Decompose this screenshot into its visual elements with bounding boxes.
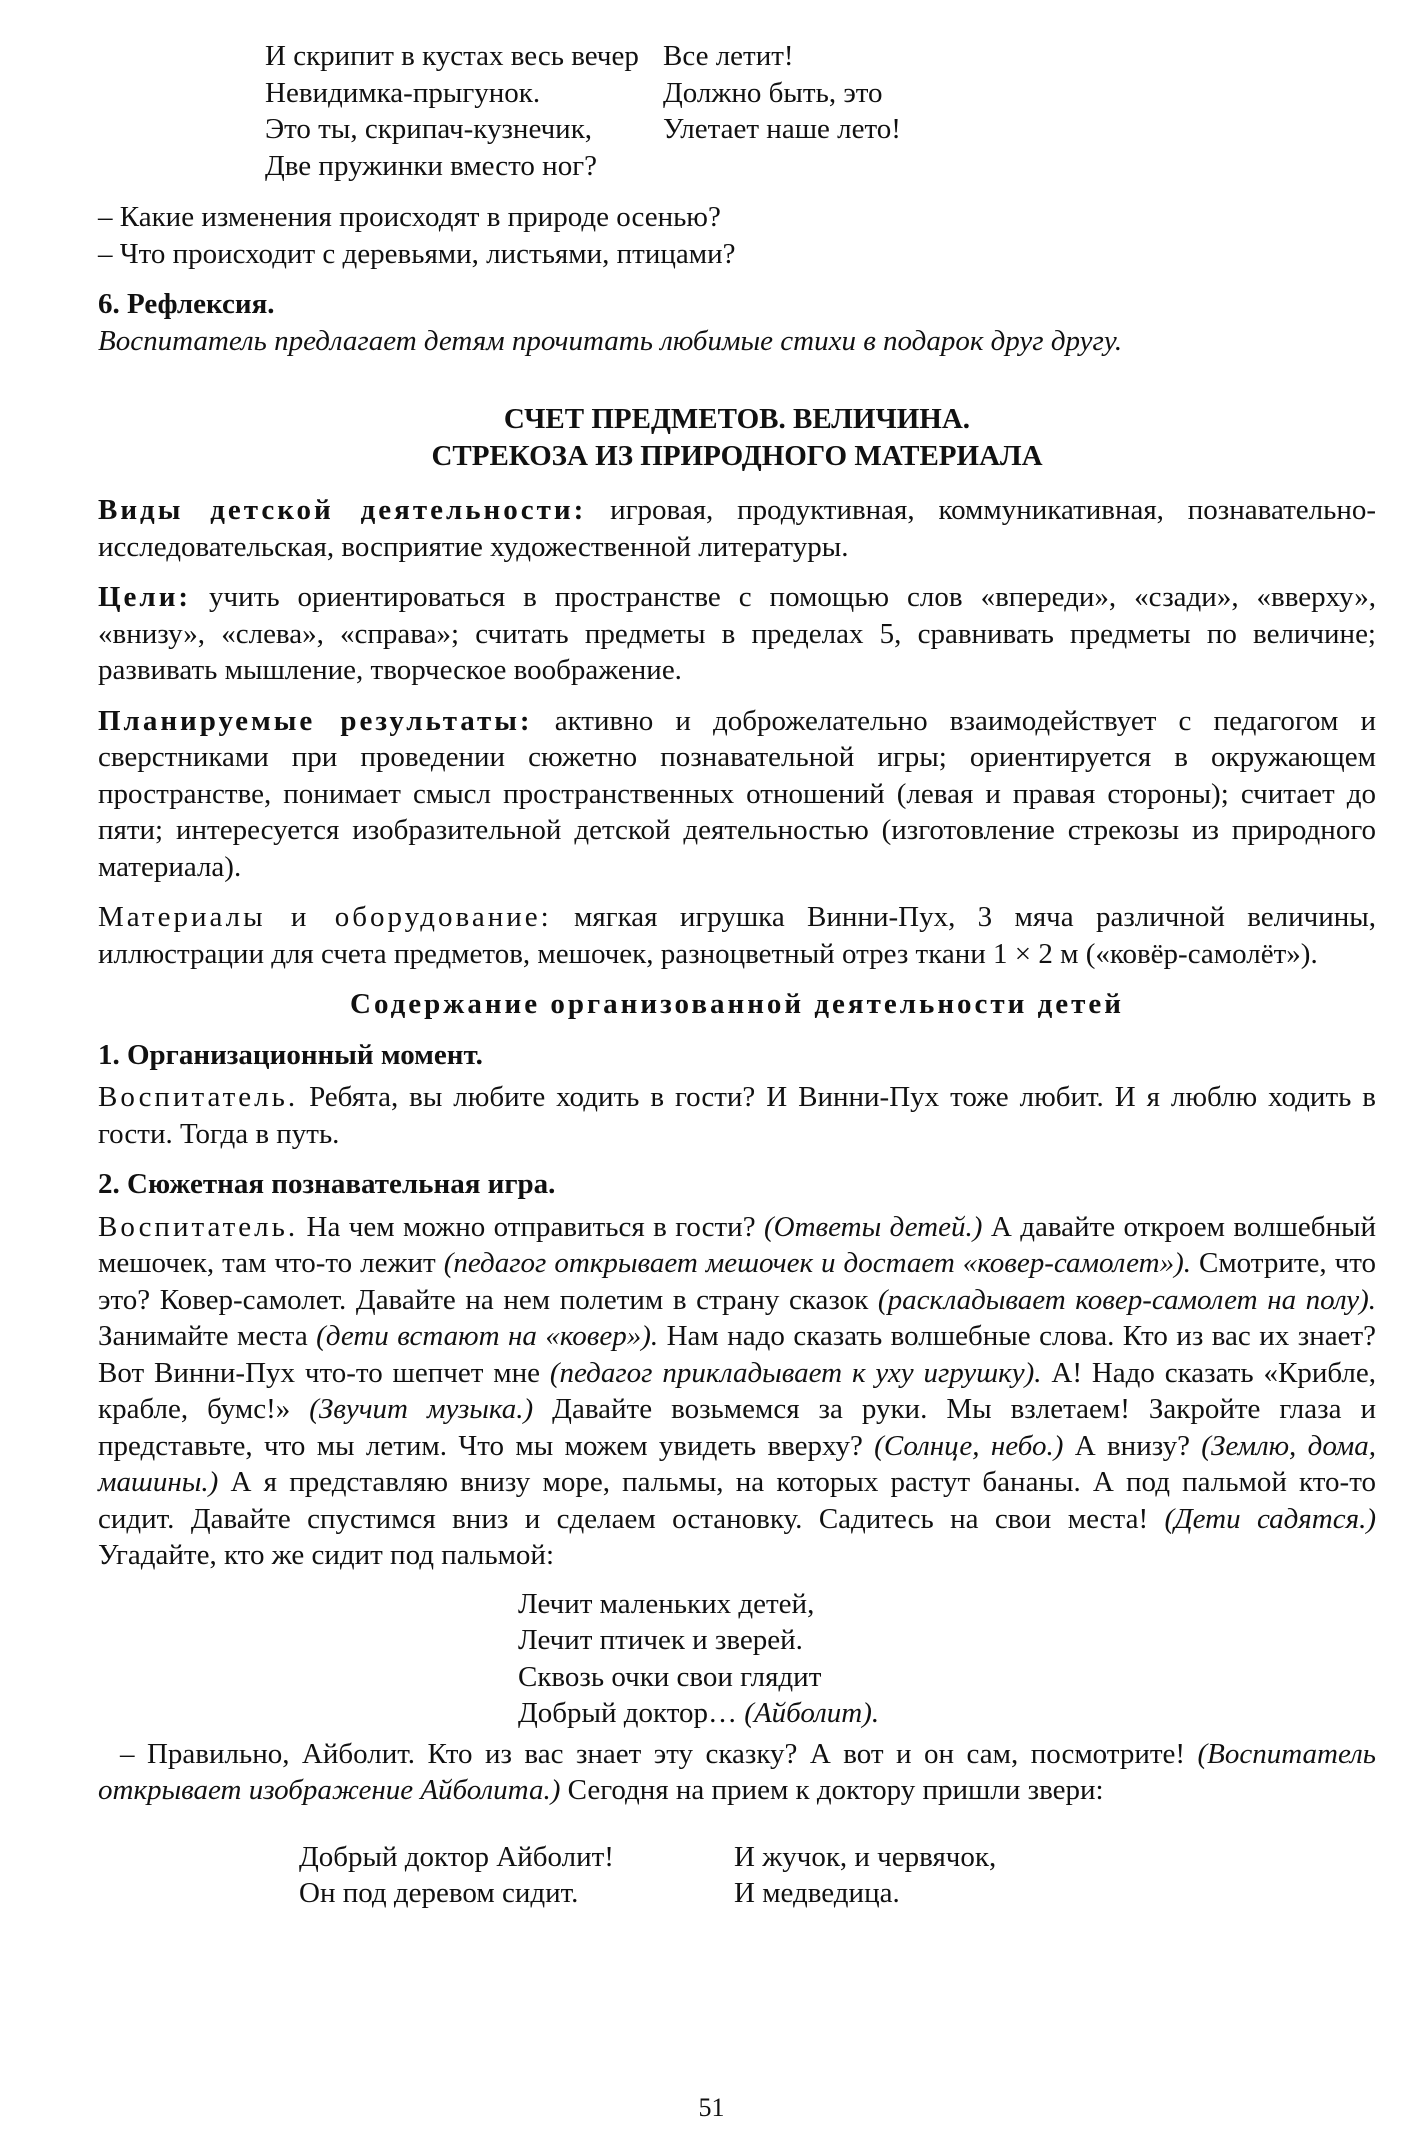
goals xyxy=(98,579,1376,689)
question-2: – Что происходит с деревьями, листьями, птицами? xyxy=(98,237,736,270)
game-italic-2: (педагог открывает мешочек и достает «ковер-самолет»). xyxy=(443,1247,1191,1279)
game-text-2: А давайте откроем волшебный мешочек, там что-то лежит xyxy=(98,1210,1376,1279)
answer-text-1: – Правильно, Айболит. Кто из вас знает эту сказку? А вот и он сам, посмотрите! xyxy=(120,1737,1198,1770)
answer-italic-1: (Воспитатель открывает изображение Айболита.) xyxy=(98,1737,1376,1806)
game-italic-8: (Землю, дома, машины.) xyxy=(98,1429,1376,1498)
question-1: – Какие изменения происходят в природе осенью? xyxy=(98,201,721,233)
game-italic-9: (Дети садятся.) xyxy=(1164,1502,1376,1535)
org-speaker: Воспитатель. xyxy=(98,1081,299,1113)
game-italic-4: (дети встают на «ковер»). xyxy=(316,1320,659,1352)
activity-types-label: Виды детской деятельности: xyxy=(98,494,587,526)
answer-text-2: Сегодня на прием к доктору пришли звери: xyxy=(560,1774,1104,1806)
planned-results-text: активно и доброжелательно взаимодействует с педагогом и сверстниками при проведении сюжетно познавательной игры; ориентируется в окружающем пространстве, понимает смысл пространственных отношений (левая и правая стороны); считает до пяти; интересуется изобразительной детской деятельностью (изготовление стрекозы из природного материала). xyxy=(98,704,1376,883)
game-italic-7: (Солнце, небо.) xyxy=(874,1429,1064,1462)
materials-text: мягкая игрушка Винни-Пух, 3 мяча различной величины, иллюстрации для счета предметов, мешочек, разноцветный отрез ткани 1 × 2 м («ковёр-самолёт»). xyxy=(98,901,1376,970)
poem-top-column-1: И скрипит в кустах весь вечер Невидимка-прыгунок. Это ты, скрипач-кузнечик, Две пружинки вместо ног? xyxy=(265,40,639,182)
goals-label: Цели: xyxy=(98,581,192,613)
game-text-6: А! Надо сказать «Крибле, крабле, бумс!» xyxy=(98,1356,1376,1425)
reflexia-heading: 6. Рефлексия. xyxy=(98,288,275,320)
planned-results xyxy=(98,703,1376,886)
game-heading: 2. Сюжетная познавательная игра. xyxy=(98,1168,556,1200)
game-italic-5: (педагог прикладывает к уху игрушку). xyxy=(549,1356,1042,1389)
content-heading: Содержание организованной деятельности детей xyxy=(350,988,1124,1020)
game-text-9: А я представляю внизу море, пальмы, на которых растут бананы. А под пальмой кто-то сидит. Давайте спустимся вниз и сделаем остановку. Садитесь на свои места! xyxy=(98,1466,1376,1535)
org-text: Ребята, вы любите ходить в гости? И Винни-Пух тоже любит. И я люблю ходить в гости. Тогда в путь. xyxy=(98,1081,1376,1150)
riddle-answer: (Айболит). xyxy=(744,1697,880,1729)
planned-results-label: Планируемые результаты: xyxy=(98,704,533,737)
page-number: 51 xyxy=(698,2093,725,2122)
lesson-title xyxy=(98,401,1376,474)
org-moment-text xyxy=(98,1079,1376,1152)
game-text-10: Угадайте, кто же сидит под пальмой: xyxy=(98,1539,555,1571)
poem-top-column-2: Все летит! Должно быть, это Улетает наше лето! xyxy=(663,40,901,145)
poem-top xyxy=(98,38,1376,184)
goals-text: учить ориентироваться в пространстве с помощью слов «впереди», «сзади», «вверху», «внизу», «слева», «справа»; считать предметы в пределах 5, сравнивать предметы по величине; развивать мышление, творческое воображение. xyxy=(98,581,1376,686)
game-italic-3: (раскладывает ковер-самолет на полу). xyxy=(877,1283,1376,1316)
document-page xyxy=(98,38,1376,1912)
game-text-1: На чем можно отправиться в гости? xyxy=(298,1210,765,1243)
game-text-8: А внизу? xyxy=(1063,1429,1202,1462)
game-text-3: Смотрите, что это? Ковер-самолет. Давайте на нем полетим в страну сказок xyxy=(98,1247,1377,1316)
answer-paragraph xyxy=(98,1736,1376,1809)
questions xyxy=(98,199,1376,272)
game-text-5: Нам надо сказать волшебные слова. Кто из вас их знает? Вот Винни-Пух что-то шепчет мне xyxy=(98,1320,1376,1389)
game-text-7: Давайте возьмемся за руки. Мы взлетаем! Закройте глаза и представьте, что мы летим. Что мы можем увидеть вверху? xyxy=(98,1393,1376,1462)
poem-bottom-column-1: Добрый доктор Айболит! Он под деревом сидит. xyxy=(299,1840,614,1909)
activity-types xyxy=(98,492,1376,565)
game-speaker: Воспитатель. xyxy=(98,1210,299,1243)
riddle-poem xyxy=(518,1586,1376,1732)
game-text xyxy=(98,1209,1376,1574)
riddle-text: Лечит маленьких детей, Лечит птичек и зверей. Сквозь очки свои глядит Добрый доктор… xyxy=(518,1587,822,1729)
org-moment-heading: 1. Организационный момент. xyxy=(98,1038,483,1071)
poem-bottom-column-2: И жучок, и червячок, И медведица. xyxy=(734,1840,997,1909)
lesson-title-line-1: СЧЕТ ПРЕДМЕТОВ. ВЕЛИЧИНА. xyxy=(503,403,971,435)
poem-bottom xyxy=(98,1839,1376,1912)
materials-label: Материалы и оборудование: xyxy=(98,901,552,933)
activity-types-text: игровая, продуктивная, коммуникативная, познавательно-исследовательская, восприятие художественной литературы. xyxy=(98,494,1376,563)
reflexia-text: Воспитатель предлагает детям прочитать любимые стихи в подарок друг другу. xyxy=(98,324,1123,357)
lesson-title-line-2: СТРЕКОЗА ИЗ ПРИРОДНОГО МАТЕРИАЛА xyxy=(431,439,1043,472)
game-text-4: Занимайте места xyxy=(98,1320,317,1352)
materials xyxy=(98,899,1376,972)
game-italic-1: (Ответы детей.) xyxy=(764,1210,983,1243)
game-italic-6: (Звучит музыка.) xyxy=(309,1393,534,1425)
